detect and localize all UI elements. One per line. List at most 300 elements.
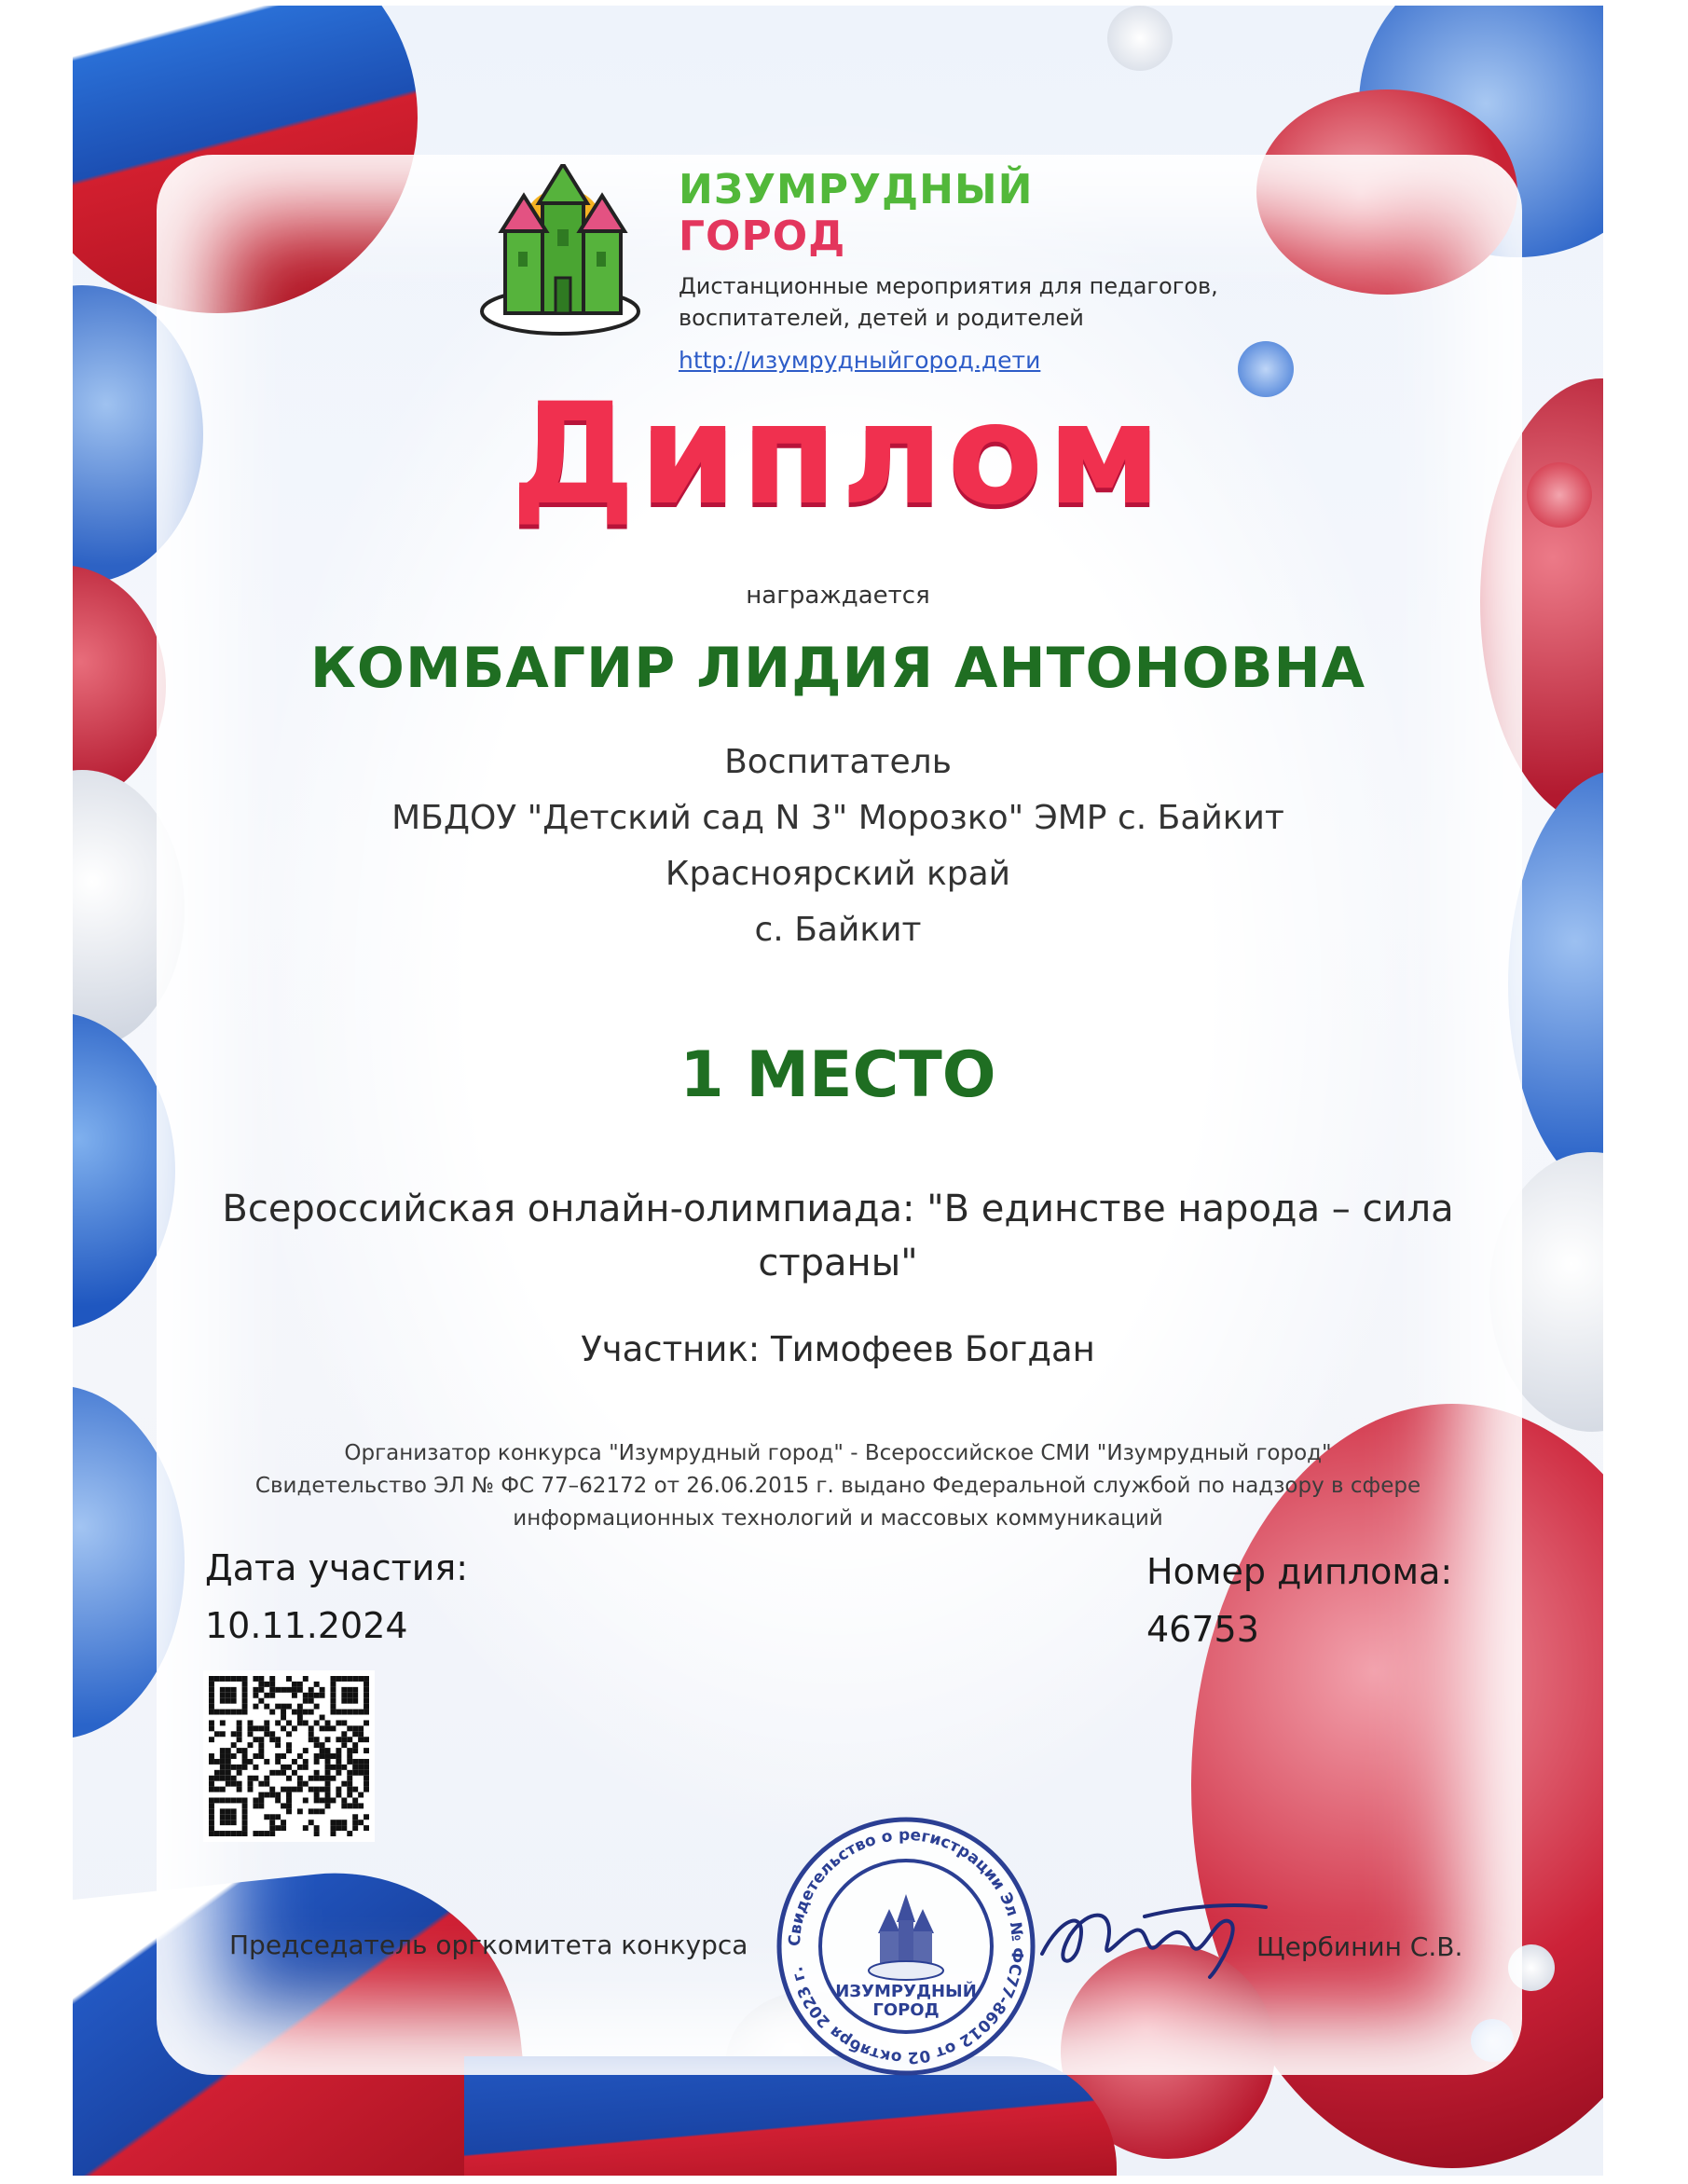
qr-module — [358, 1770, 364, 1776]
diploma-page — [73, 6, 1603, 2176]
qr-module — [231, 1814, 237, 1820]
qr-module — [347, 1693, 352, 1698]
qr-module — [314, 1737, 320, 1742]
qr-module — [231, 1687, 237, 1693]
qr-module — [258, 1698, 264, 1704]
qr-module — [286, 1793, 292, 1798]
qr-module — [352, 1797, 358, 1803]
qr-module — [364, 1720, 369, 1725]
qr-module — [231, 1765, 237, 1770]
qr-module — [347, 1781, 352, 1787]
qr-module — [325, 1781, 331, 1787]
qr-module — [253, 1776, 258, 1781]
stamp-seal — [774, 1814, 1038, 2079]
logo-title-line2: ГОРОД — [679, 213, 846, 260]
qr-module — [336, 1676, 341, 1682]
qr-module — [220, 1814, 226, 1820]
qr-module — [258, 1737, 264, 1742]
recipient-institution: МБДОУ "Детский сад N 3" Морозко" ЭМР с. Байкит — [391, 799, 1284, 837]
qr-module — [364, 1710, 369, 1715]
bubble-dot — [1471, 2019, 1514, 2062]
qr-module — [220, 1687, 226, 1693]
qr-module — [341, 1676, 347, 1682]
logo-subtitle-line2: воспитателей, детей и родителей — [679, 305, 1084, 331]
qr-module — [364, 1770, 369, 1776]
qr-module — [275, 1687, 281, 1693]
qr-module — [320, 1776, 325, 1781]
qr-module — [364, 1765, 369, 1770]
qr-module — [297, 1682, 303, 1687]
qr-module — [264, 1776, 269, 1781]
qr-module — [214, 1797, 220, 1803]
qr-module — [269, 1682, 275, 1687]
qr-module — [226, 1814, 231, 1820]
chairman-label: Председатель оргкомитета конкурса — [229, 1930, 748, 1960]
qr-module — [214, 1770, 220, 1776]
bubble-dot — [1107, 6, 1173, 71]
qr-module — [314, 1770, 320, 1776]
qr-module — [209, 1693, 214, 1698]
qr-module — [226, 1698, 231, 1704]
qr-module — [358, 1710, 364, 1715]
qr-module — [281, 1710, 286, 1715]
qr-module — [341, 1825, 347, 1831]
qr-module — [214, 1676, 220, 1682]
qr-module — [286, 1748, 292, 1753]
qr-module — [209, 1710, 214, 1715]
qr-module — [347, 1803, 352, 1808]
qr-module — [314, 1720, 320, 1725]
qr-module — [220, 1797, 226, 1803]
qr-module — [237, 1748, 242, 1753]
qr-module — [347, 1698, 352, 1704]
qr-module — [286, 1776, 292, 1781]
qr-module — [320, 1693, 325, 1698]
qr-module — [347, 1710, 352, 1715]
qr-module — [364, 1676, 369, 1682]
qr-module — [214, 1731, 220, 1737]
qr-module — [226, 1808, 231, 1814]
qr-module — [303, 1698, 309, 1704]
qr-module — [253, 1803, 258, 1808]
qr-module — [309, 1693, 314, 1698]
qr-module — [275, 1737, 281, 1742]
recipient-name: КОМБАГИР ЛИДИЯ АНТОНОВНА — [309, 636, 1366, 701]
qr-module — [352, 1676, 358, 1682]
qr-module — [352, 1748, 358, 1753]
qr-module — [237, 1731, 242, 1737]
qr-module — [242, 1693, 248, 1698]
qr-module — [330, 1682, 336, 1687]
qr-module — [352, 1742, 358, 1748]
recipient-locality: с. Байкит — [754, 911, 922, 949]
qr-module — [314, 1704, 320, 1710]
qr-module — [364, 1825, 369, 1831]
qr-module — [330, 1765, 336, 1770]
qr-module — [341, 1820, 347, 1825]
qr-module — [330, 1710, 336, 1715]
stamp-logo-line1: ИЗУМРУДНЫЙ — [835, 1982, 977, 2001]
qr-module — [209, 1687, 214, 1693]
qr-module — [226, 1797, 231, 1803]
qr-module — [237, 1787, 242, 1793]
qr-module — [209, 1704, 214, 1710]
qr-module — [281, 1787, 286, 1793]
qr-module — [269, 1737, 275, 1742]
qr-module — [220, 1770, 226, 1776]
qr-module — [286, 1742, 292, 1748]
qr-module — [264, 1720, 269, 1725]
qr-module — [237, 1710, 242, 1715]
handwritten-signature — [1033, 1879, 1275, 1991]
qr-module — [303, 1765, 309, 1770]
qr-module — [325, 1765, 331, 1770]
qr-module — [341, 1720, 347, 1725]
qr-module — [226, 1820, 231, 1825]
diploma-number-label: Номер диплома: — [1146, 1551, 1453, 1592]
qr-module — [358, 1765, 364, 1770]
qr-module — [226, 1693, 231, 1698]
qr-module — [320, 1748, 325, 1753]
qr-module — [264, 1731, 269, 1737]
qr-module — [336, 1793, 341, 1798]
awarded-label: награждается — [746, 582, 930, 610]
qr-module — [281, 1687, 286, 1693]
qr-module — [248, 1781, 254, 1787]
qr-module — [214, 1759, 220, 1765]
qr-module — [220, 1731, 226, 1737]
qr-module — [314, 1808, 320, 1814]
castle-icon — [477, 164, 643, 337]
qr-module — [325, 1759, 331, 1765]
qr-module — [220, 1820, 226, 1825]
qr-module — [336, 1748, 341, 1753]
qr-module — [258, 1676, 264, 1682]
qr-module — [214, 1710, 220, 1715]
qr-module — [242, 1808, 248, 1814]
qr-module — [303, 1759, 309, 1765]
qr-module — [226, 1776, 231, 1781]
qr-module — [320, 1725, 325, 1731]
qr-module — [258, 1742, 264, 1748]
qr-module — [275, 1704, 281, 1710]
qr-module — [237, 1770, 242, 1776]
qr-module — [303, 1797, 309, 1803]
qr-module — [248, 1776, 254, 1781]
qr-module — [258, 1682, 264, 1687]
qr-module — [336, 1820, 341, 1825]
qr-module — [336, 1710, 341, 1715]
qr-module — [242, 1759, 248, 1765]
qr-module — [281, 1753, 286, 1759]
date-label: Дата участия: — [205, 1547, 469, 1588]
qr-module — [314, 1787, 320, 1793]
qr-module — [336, 1753, 341, 1759]
qr-module — [358, 1676, 364, 1682]
qr-module — [309, 1698, 314, 1704]
qr-module — [269, 1770, 275, 1776]
qr-module — [292, 1687, 297, 1693]
qr-module — [242, 1748, 248, 1753]
qr-module — [269, 1676, 275, 1682]
qr-module — [314, 1693, 320, 1698]
qr-module — [286, 1704, 292, 1710]
qr-module — [269, 1831, 275, 1836]
qr-module — [320, 1797, 325, 1803]
qr-module — [281, 1765, 286, 1770]
qr-module — [364, 1687, 369, 1693]
place-award: 1 МЕСТО — [679, 1038, 996, 1112]
qr-module — [297, 1710, 303, 1715]
qr-module — [347, 1831, 352, 1836]
qr-module — [286, 1803, 292, 1808]
qr-module — [231, 1808, 237, 1814]
qr-module — [226, 1759, 231, 1765]
qr-module — [297, 1687, 303, 1693]
qr-module — [242, 1710, 248, 1715]
qr-module — [330, 1693, 336, 1698]
qr-module — [258, 1797, 264, 1803]
qr-module — [336, 1737, 341, 1742]
qr-module — [242, 1682, 248, 1687]
qr-module — [314, 1742, 320, 1748]
qr-module — [341, 1781, 347, 1787]
qr-module — [209, 1808, 214, 1814]
qr-module — [352, 1770, 358, 1776]
qr-module — [237, 1765, 242, 1770]
diploma-number-value: 46753 — [1146, 1609, 1259, 1650]
qr-module — [364, 1776, 369, 1781]
qr-module — [231, 1753, 237, 1759]
recipient-position: Воспитатель — [724, 743, 952, 781]
qr-module — [347, 1753, 352, 1759]
qr-module — [286, 1676, 292, 1682]
qr-module — [309, 1687, 314, 1693]
qr-module — [220, 1765, 226, 1770]
qr-module — [209, 1803, 214, 1808]
qr-module — [303, 1748, 309, 1753]
qr-module — [330, 1825, 336, 1831]
organizer-line2: Свидетельство ЭЛ № ФС 77–62172 от 26.06.2015 г. выдано Федеральной службой по надзору в сфере — [254, 1474, 1421, 1498]
qr-module — [275, 1759, 281, 1765]
qr-module — [358, 1731, 364, 1737]
qr-module — [209, 1820, 214, 1825]
qr-module — [297, 1808, 303, 1814]
qr-module — [325, 1720, 331, 1725]
qr-module — [314, 1753, 320, 1759]
qr-module — [220, 1693, 226, 1698]
qr-module — [309, 1820, 314, 1825]
qr-module — [264, 1682, 269, 1687]
qr-module — [220, 1676, 226, 1682]
qr-module — [330, 1797, 336, 1803]
qr-module — [325, 1803, 331, 1808]
qr-module — [364, 1698, 369, 1704]
qr-module — [231, 1742, 237, 1748]
qr-module — [242, 1803, 248, 1808]
qr-module — [258, 1793, 264, 1798]
qr-module — [292, 1682, 297, 1687]
qr-module — [320, 1808, 325, 1814]
qr-module — [297, 1765, 303, 1770]
qr-module — [231, 1693, 237, 1698]
qr-module — [269, 1814, 275, 1820]
qr-module — [226, 1781, 231, 1787]
qr-module — [297, 1787, 303, 1793]
qr-module — [209, 1814, 214, 1820]
qr-module — [253, 1725, 258, 1731]
qr-module — [264, 1704, 269, 1710]
qr-module — [231, 1781, 237, 1787]
participant-name: Участник: Тимофеев Богдан — [581, 1329, 1095, 1369]
qr-module — [314, 1825, 320, 1831]
qr-module — [253, 1737, 258, 1742]
qr-module — [253, 1765, 258, 1770]
qr-module — [309, 1776, 314, 1781]
qr-module — [347, 1676, 352, 1682]
qr-module — [320, 1787, 325, 1793]
qr-module — [352, 1731, 358, 1737]
qr-module — [281, 1770, 286, 1776]
logo-url-link[interactable]: http://изумрудныйгород.дети — [679, 347, 1041, 374]
qr-module — [320, 1753, 325, 1759]
qr-module — [231, 1776, 237, 1781]
qr-module — [248, 1731, 254, 1737]
qr-code[interactable] — [203, 1670, 375, 1842]
qr-module — [209, 1831, 214, 1836]
qr-module — [320, 1687, 325, 1693]
qr-module — [242, 1814, 248, 1820]
qr-module — [226, 1831, 231, 1836]
qr-module — [309, 1737, 314, 1742]
qr-module — [309, 1787, 314, 1793]
qr-module — [209, 1698, 214, 1704]
qr-module — [330, 1725, 336, 1731]
qr-module — [347, 1687, 352, 1693]
qr-module — [325, 1770, 331, 1776]
qr-module — [347, 1737, 352, 1742]
stamp-ring-text: Свидетельство о регистрации Эл № ФС77-86012 от 02 октября 2023 г. — [785, 1825, 1027, 2067]
qr-module — [275, 1720, 281, 1725]
qr-module — [352, 1820, 358, 1825]
qr-module — [352, 1725, 358, 1731]
qr-module — [297, 1776, 303, 1781]
qr-module — [320, 1715, 325, 1721]
qr-module — [292, 1725, 297, 1731]
stamp-logo-line2: ГОРОД — [872, 2000, 940, 2020]
qr-module — [297, 1781, 303, 1787]
qr-module — [214, 1831, 220, 1836]
qr-module — [286, 1787, 292, 1793]
qr-module — [309, 1731, 314, 1737]
qr-module — [336, 1759, 341, 1765]
qr-module — [242, 1831, 248, 1836]
qr-module — [264, 1814, 269, 1820]
qr-module — [325, 1737, 331, 1742]
qr-module — [209, 1797, 214, 1803]
qr-module — [281, 1825, 286, 1831]
qr-module — [352, 1710, 358, 1715]
qr-module — [358, 1725, 364, 1731]
qr-module — [275, 1793, 281, 1798]
qr-module — [258, 1781, 264, 1787]
qr-module — [325, 1748, 331, 1753]
qr-module — [226, 1687, 231, 1693]
qr-module — [330, 1687, 336, 1693]
qr-module — [352, 1803, 358, 1808]
qr-module — [214, 1787, 220, 1793]
qr-module — [237, 1831, 242, 1836]
qr-module — [248, 1720, 254, 1725]
qr-module — [275, 1797, 281, 1803]
qr-module — [303, 1781, 309, 1787]
qr-module — [314, 1793, 320, 1798]
qr-module — [269, 1687, 275, 1693]
qr-module — [237, 1725, 242, 1731]
qr-module — [364, 1682, 369, 1687]
qr-module — [209, 1725, 214, 1731]
qr-module — [358, 1759, 364, 1765]
qr-module — [226, 1676, 231, 1682]
qr-module — [281, 1803, 286, 1808]
qr-module — [264, 1831, 269, 1836]
qr-module — [220, 1808, 226, 1814]
qr-module — [231, 1797, 237, 1803]
qr-module — [286, 1797, 292, 1803]
qr-module — [242, 1753, 248, 1759]
qr-module — [264, 1793, 269, 1798]
qr-module — [297, 1720, 303, 1725]
qr-module — [242, 1676, 248, 1682]
event-title-line2: страны" — [758, 1242, 918, 1284]
qr-module — [264, 1759, 269, 1765]
organizer-line3: информационных технологий и массовых коммуникаций — [513, 1506, 1163, 1531]
qr-module — [220, 1776, 226, 1781]
qr-module — [297, 1753, 303, 1759]
qr-module — [281, 1725, 286, 1731]
qr-module — [242, 1687, 248, 1693]
qr-module — [341, 1731, 347, 1737]
qr-module — [220, 1831, 226, 1836]
qr-module — [330, 1753, 336, 1759]
qr-module — [258, 1753, 264, 1759]
qr-module — [309, 1808, 314, 1814]
qr-module — [269, 1731, 275, 1737]
qr-module — [264, 1693, 269, 1698]
qr-module — [364, 1759, 369, 1765]
qr-module — [314, 1759, 320, 1765]
qr-module — [209, 1753, 214, 1759]
qr-module — [275, 1753, 281, 1759]
qr-module — [364, 1737, 369, 1742]
qr-module — [209, 1676, 214, 1682]
qr-module — [336, 1720, 341, 1725]
qr-module — [341, 1693, 347, 1698]
qr-module — [352, 1759, 358, 1765]
qr-module — [303, 1676, 309, 1682]
qr-module — [248, 1759, 254, 1765]
qr-module — [286, 1808, 292, 1814]
qr-module — [303, 1710, 309, 1715]
qr-module — [269, 1825, 275, 1831]
qr-module — [258, 1687, 264, 1693]
qr-module — [325, 1793, 331, 1798]
qr-module — [330, 1831, 336, 1836]
qr-module — [226, 1748, 231, 1753]
qr-module — [237, 1676, 242, 1682]
qr-module — [292, 1759, 297, 1765]
date-value: 10.11.2024 — [205, 1605, 408, 1646]
